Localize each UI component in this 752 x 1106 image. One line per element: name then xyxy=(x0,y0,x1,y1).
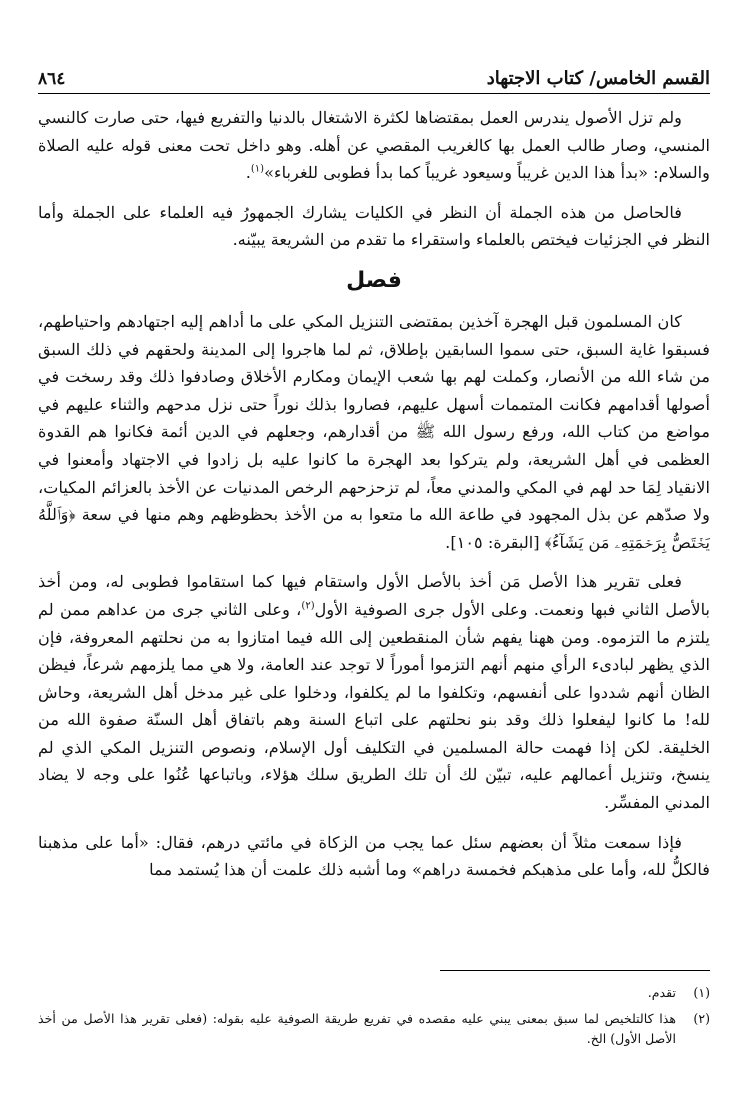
book-page xyxy=(38,0,710,1106)
footnote-2-text: هذا كالتلخيص لما سبق بمعنى يبني عليه مقصده في تفريع طريقة الصوفية عليه بقوله: (فعلى تقرير هذا الأصل من أخذ الأصل الأول) الخ. xyxy=(38,1011,676,1046)
footnote-ref-2: (٢) xyxy=(301,600,315,612)
paragraph-3: كان المسلمون قبل الهجرة آخذين بمقتضى التنزيل المكي على ما أداهم إليه اجتهادهم واحتياطهم، فسبقوا غاية السبق، حتى سموا السابقين بإطلاق، ثم لما هاجروا إلى المدينة ولحقهم في ذلك السبق من شاء الله من الأنصار، وكملت لهم بها شعب الإيمان ومكارم الأخلاق وصادفوا ذلك وقد رسخت في أصولها أقدامهم فكانت المتممات أسهل عليهم، فصاروا بذلك نوراً حتى نزل مدحهم والثناء عليهم في مواضع من كتاب الله، ورفع رسول الله ﷺ من أقدارهم، وجعلهم في الدين أئمة فكانوا هم القدوة العظمى في أهل الشريعة، ولم يتركوا بعد الهجرة ما كانوا عليه بل زادوا في الاجتهاد وأمعنوا في الانقياد لِمَا حد لهم في المكي والمدني معاً، لم تزحزحهم الرخص المدنيات عن الأخذ بالعزائم المكيات، ولا صدّهم عن بذل المجهود في طاعة الله ما متعوا به من الأخذ بحظوظهم وهم منها في سعة ﴿وَٱللَّهُ يَخۡتَصُّ بِرَحۡمَتِهِۦ مَن يَشَآءُ﴾ [البقرة: ١٠٥]. xyxy=(38,311,710,552)
footnote-2-number: (٢) xyxy=(693,1011,710,1026)
footnote-ref-1: (١) xyxy=(250,163,265,175)
header-title: القسم الخامس/ كتاب الاجتهاد xyxy=(486,68,710,89)
paragraph-4-text-a: فعلى تقرير هذا الأصل مَن أخذ بالأصل الأول واستقام فيها كما استقاموا فطوبى له، ومن أخذ بالأصل الثاني فبها ونعمت. وعلى الأول جرى الصوفية الأول xyxy=(38,572,711,619)
paragraph-4-text-b: ، وعلى الثاني جرى من عداهم ممن لم يلتزم ما التزموه. ومن ههنا يفهم شأن المنقطعين إلى الله فيما امتازوا به من نحلتهم المعروفة، فإن الذي يظهر لبادىء الرأي منهم أنهم التزموا أموراً لا توجد عند العامة، ولا هي مما يلزمهم شرعاً، فيظن الظان أنهم شددوا على أنفسهم، وتكلفوا ما لم يكلفوا، ودخلوا على غير مدخل أهل الشريعة، وحاش لله! ما كانوا ليفعلوا ذلك وقد بنو نحلتهم على اتباع السنة وهم باتفاق أهل السنّة صفوة الله من الخليقة. لكن إذا فهمت حالة المسلمين في التكليف أول الإسلام، ونصوص التنزيل المكي الذي لم ينسخ، وتنزيل أعمالهم عليه، تبيّن لك أن تلك الطريق سلك هؤلاء، وباتباعها عُنُوا على وجه لا يضاد المدني المفسِّر. xyxy=(38,599,710,813)
paragraph-1-text: ولم تزل الأصول يندرس العمل بمقتضاها لكثرة الاشتغال بالدنيا والتفريع فيها، حتى صارت كالنسي المنسي، وصار طالب العمل بها كالغريب المقصي عن أهله. وهو داخل تحت معنى قوله عليه الصلاة والسلام: «بدأ هذا الدين غريباً وسيعود غريباً كما بدأ فطوبى للغرباء» xyxy=(38,108,710,183)
footnote-divider xyxy=(440,970,710,971)
paragraph-2: فالحاصل من هذه الجملة أن النظر في الكليات يشارك الجمهورُ فيه العلماء على الجملة وأما النظر في الجزئيات فيختص بالعلماء واستقراء ما تقدم من الشريعة يبيّنه. xyxy=(38,202,710,250)
page-number: ٨٦٤ xyxy=(38,69,66,89)
paragraph-1-end: . xyxy=(245,163,251,183)
footnote-1-text: تقدم. xyxy=(647,985,676,1000)
paragraph-1 xyxy=(38,104,710,187)
footnote-1-number: (١) xyxy=(693,985,710,1000)
paragraph-5: فإذا سمعت مثلاً أن بعضهم سئل عما يجب من الزكاة في مائتي درهم، فقال: «أما على مذهبنا فالكلُّ لله، وأما على مذهبكم فخمسة دراهم» وما أشبه ذلك علمت أن هذا يُستمد مما xyxy=(38,832,710,880)
running-header xyxy=(38,64,710,94)
footnotes xyxy=(38,970,710,1055)
paragraph-4 xyxy=(38,568,710,816)
footnote-2 xyxy=(38,1009,710,1049)
main-text xyxy=(38,104,710,896)
section-heading: فصل xyxy=(346,267,402,293)
footnote-1 xyxy=(38,983,710,1003)
